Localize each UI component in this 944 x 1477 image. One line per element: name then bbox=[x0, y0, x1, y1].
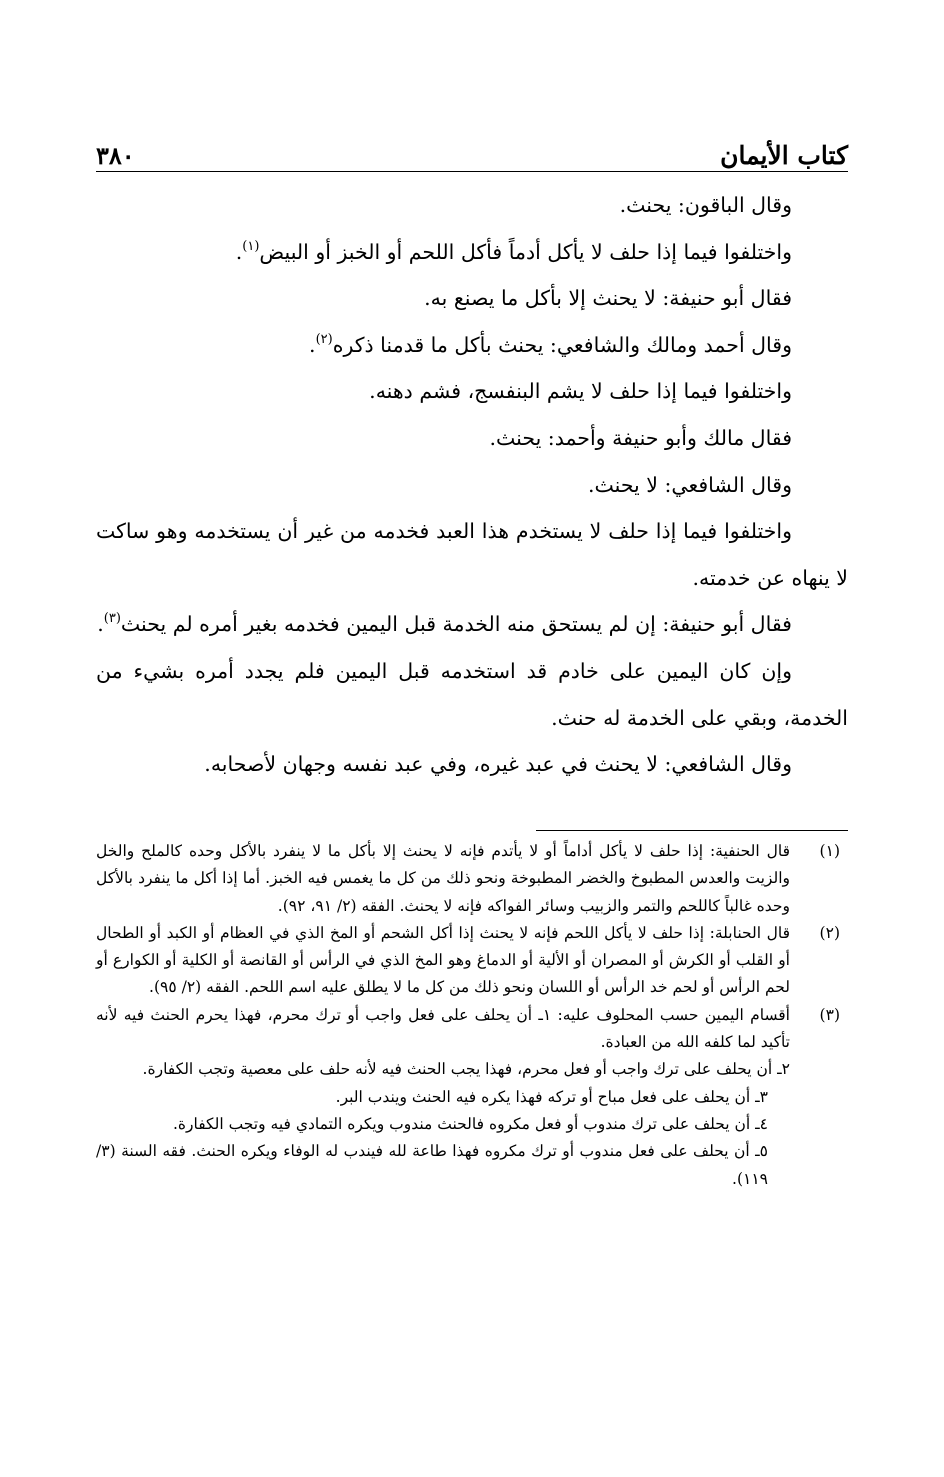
paragraph-4-end: . bbox=[309, 332, 316, 357]
footnote-number: (٣) bbox=[819, 1005, 840, 1024]
footnote-text: أقسام اليمين حسب المحلوف عليه: ١ـ أن يحلف على فعل واجب أو ترك محرم، فهذا يحرم الحنث فيه لأنه تأكيد لما كلفه الله من العبادة. bbox=[96, 1005, 790, 1052]
footnote-item: ٣ـ أن يحلف على فعل مباح أو تركه فهذا يكره فيه الحنث ويندب البر. bbox=[335, 1087, 768, 1106]
footnote-text: قال الحنابلة: إذا حلف لا يأكل اللحم فإنه لا يحنث إذا أكل الشحم أو المخ الذي في العظام أو الكبد أو الطحال أو القلب أو الكرش أو المصران أو الألية أو الدماغ وهو المخ الذي في الرأس أو القانصة أو الكلية أو الكوارع أو لحم الرأس أو لحم خد الرأس أو اللسان ونحو ذلك من كل ما لا يطلق عليه اسم اللحم. الفقه (٢/ ٩٥). bbox=[96, 923, 790, 997]
footnote-number: (١) bbox=[819, 842, 840, 860]
footnote-ref-3: (٣) bbox=[103, 611, 121, 627]
footnote-2 bbox=[96, 920, 848, 1002]
footnote-text: قال الحنفية: إذا حلف لا يأكل أداماً أو لا يأتدم فإنه لا يحنث إلا بأكل ما لا ينفرد بالأكل وحده كالملح والخل والزيت والعدس المطبوخ والخضر المطبوخة ونحو ذلك من كل ما يغمس فيه الخبز. أما إذا أكل ما ينفرد بالأكل وحده غالباً كاللحم والتمر والزبيب وسائر الفواكه فإنه لا يحنث. الفقه (٢/ ٩١، ٩٢). bbox=[96, 842, 790, 915]
footnote-item: ٥ـ أن يحلف على فعل مندوب أو ترك مكروه فهذا طاعة لله فيندب له الوفاء ويكره الحنث. فقه السنة (٣/ ١١٩). bbox=[96, 1142, 768, 1188]
main-text bbox=[96, 182, 848, 788]
paragraph-11: وقال الشافعي: لا يحنث في عبد غيره، وفي عبد نفسه وجهان لأصحابه. bbox=[204, 752, 792, 777]
paragraph-9 bbox=[96, 601, 848, 648]
footnote-ref-1: (١) bbox=[242, 238, 260, 254]
footnote-number: (٢) bbox=[819, 923, 840, 942]
footnote-ref-2: (٢) bbox=[315, 331, 333, 347]
footnotes bbox=[96, 838, 848, 1193]
paragraph-1: وقال الباقون: يحنث. bbox=[619, 193, 792, 217]
paragraph-4 bbox=[96, 322, 848, 369]
paragraph-9-text: فقال أبو حنيفة: إن لم يستحق منه الخدمة قبل اليمين فخدمه بغير أمره لم يحنث bbox=[120, 612, 792, 637]
footnote-1 bbox=[96, 838, 848, 920]
paragraph-5: واختلفوا فيما إذا حلف لا يشم البنفسج، فشم دهنه. bbox=[369, 379, 792, 404]
paragraph-2-end: . bbox=[235, 239, 243, 264]
paragraph-4-text: وقال أحمد ومالك والشافعي: يحنث بأكل ما قدمنا ذكره bbox=[332, 332, 792, 357]
paragraph-2 bbox=[96, 229, 848, 276]
paragraph-3: فقال أبو حنيفة: لا يحنث إلا بأكل ما يصنع به. bbox=[424, 286, 792, 311]
footnote-3 bbox=[96, 1002, 848, 1193]
paragraph-10: وإن كان اليمين على خادم قد استخدمه قبل اليمين فلم يجدد أمره بشيء من الخدمة، وبقي على الخدمة له حنث. bbox=[96, 658, 848, 730]
footnote-divider bbox=[536, 830, 848, 831]
paragraph-8: واختلفوا فيما إذا حلف لا يستخدم هذا العبد فخدمه من غير أن يستخدمه وهو ساكت لا ينهاه عن خدمته. bbox=[96, 519, 848, 590]
header-divider bbox=[96, 171, 848, 172]
book-title: كتاب الأيمان bbox=[720, 141, 848, 170]
paragraph-6: فقال مالك وأبو حنيفة وأحمد: يحنث. bbox=[489, 425, 792, 450]
paragraph-9-end: . bbox=[97, 612, 104, 637]
paragraph-2-text: واختلفوا فيما إذا حلف لا يأكل أدماً فأكل اللحم أو الخبز أو البيض bbox=[259, 239, 792, 264]
page-header bbox=[96, 126, 848, 170]
footnote-item: ٢ـ أن يحلف على ترك واجب أو فعل محرم، فهذا يجب الحنث فيه لأنه حلف على معصية وتجب الكفارة. bbox=[142, 1060, 790, 1079]
page-number: ٣٨٠ bbox=[96, 141, 135, 170]
footnote-item: ٤ـ أن يحلف على ترك مندوب أو فعل مكروه فالحنث مندوب ويكره التمادي فيه وتجب الكفارة. bbox=[172, 1114, 768, 1133]
paragraph-7: وقال الشافعي: لا يحنث. bbox=[587, 472, 792, 497]
